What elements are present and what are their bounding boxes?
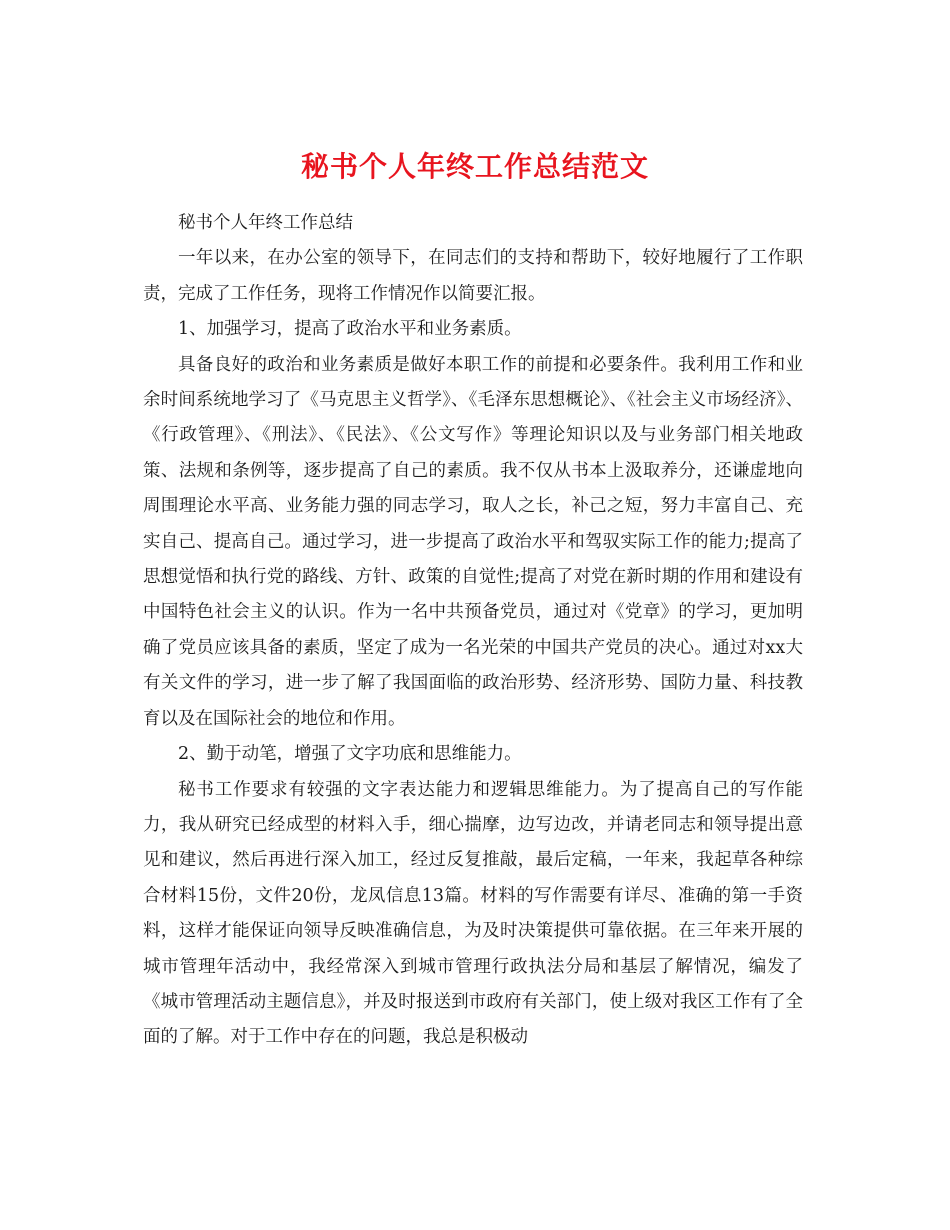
document-title: 秘书个人年终工作总结范文 bbox=[300, 149, 649, 183]
section-body-1: 具备良好的政治和业务素质是做好本职工作的前提和必要条件。我利用工作和业余时间系统地学习了《马克思主义哲学》、《毛泽东思想概论》、《社会主义市场经济》、《行政管理》、《刑法》、《民法》、《公文写作》等理论知识以及与业务部门相关地政策、法规和条例等，逐步提高了自己的素质。我不仅从书本上汲取养分，还谦虚地向周围理论水平高、业务能力强的同志学习，取人之长，补己之短，努力丰富自己、充实自己、提高自己。通过学习，进一步提高了政治水平和驾驭实际工作的能力;提高了思想觉悟和执行党的路线、方针、政策的自觉性;提高了对党在新时期的作用和建设有中国特色社会主义的认识。作为一名中共预备党员，通过对《党章》的学习，更加明确了党员应该具备的素质，坚定了成为一名光荣的中国共产党员的决心。通过对xx大有关文件的学习，进一步了解了我国面临的政治形势、经济形势、国防力量、科技教育以及在国际社会的地位和作用。 bbox=[143, 354, 803, 729]
section-body-2: 秘书工作要求有较强的文字表达能力和逻辑思维能力。为了提高自己的写作能力，我从研究已经成型的材料入手，细心揣摩，边写边改，并请老同志和领导提出意见和建议，然后再进行深入加工，经过反复推敲，最后定稿，一年来，我起草各种综合材料15份，文件20份，龙凤信息13篇。材料的写作需要有详尽、准确的第一手资料，这样才能保证向领导反映准确信息，为及时决策提供可靠依据。在三年来开展的城市管理年活动中，我经常深入到城市管理行政执法分局和基层了解情况，编发了《城市管理活动主题信息》，并及时报送到市政府有关部门，使上级对我区工作有了全面的了解。对于工作中存在的问题，我总是积极动 bbox=[143, 779, 803, 1048]
intro-paragraph: 一年以来，在办公室的领导下，在同志们的支持和帮助下，较好地履行了工作职责，完成了工作任务，现将工作情况作以简要汇报。 bbox=[143, 248, 803, 304]
document-body bbox=[143, 206, 803, 1056]
section-heading-1: 1、加强学习，提高了政治水平和业务素质。 bbox=[178, 319, 522, 340]
subtitle-paragraph: 秘书个人年终工作总结 bbox=[178, 213, 353, 233]
section-heading-2: 2、勤于动笔，增强了文字功底和思维能力。 bbox=[178, 744, 522, 765]
